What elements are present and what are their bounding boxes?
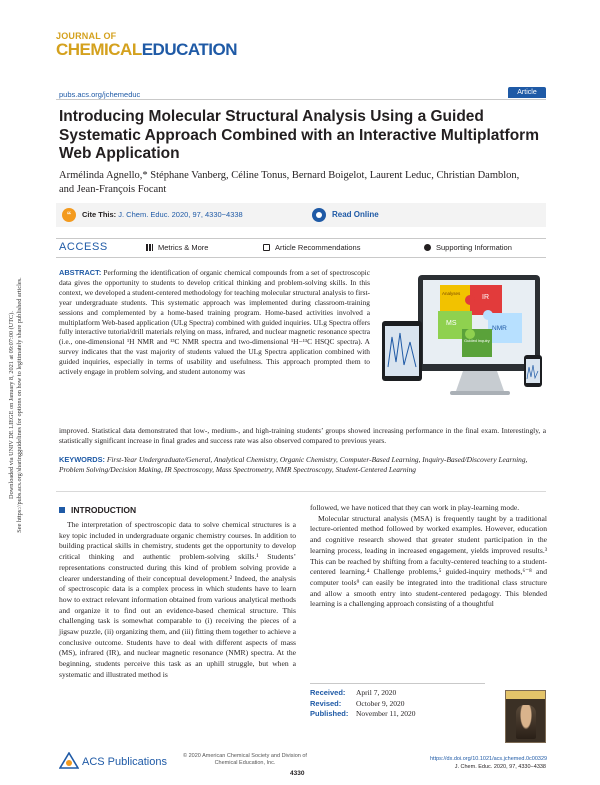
download-notice	[4, 250, 34, 560]
cite-text[interactable]	[82, 210, 243, 219]
intro-paragraph-continued: followed, we have noticed that they can work in play-learning mode.	[310, 503, 520, 512]
author-list: Armélinda Agnello,* Stéphane Vanberg, Céline Tonus, Bernard Boigelot, Laurent Leduc, Christian Damblon, and Jean-François Focant	[59, 170, 520, 195]
cite-label: Cite This:	[82, 210, 117, 219]
abstract-label: ABSTRACT:	[59, 268, 102, 277]
toc-graphic	[378, 267, 546, 417]
access-label: ACCESS	[59, 241, 108, 253]
intro-paragraph-2: Molecular structural analysis (MSA) is frequently taught by a traditional lecture-oriented method followed by worked examples. However, education and cognitive research showed that greater student participation in the learning process, leading in increased engagement, yields improved results.³ This can be reached by shifting from a faculty-centered teaching to a student-centered learning.⁴ Challenge problems,⁵ guided-inquiry methods,⁶⁻⁸ and computer tools⁹ can easily be integrated into the traditional class structure and allow a smooth entry into student-centered pedagogy. This blended learning is a challenging approach consisting of a thoughtful	[310, 513, 547, 609]
journal-cover-thumbnail[interactable]	[505, 690, 546, 743]
history-key: Published:	[310, 709, 349, 718]
read-online-link[interactable]: Read Online	[332, 210, 379, 219]
metrics-link[interactable]	[146, 243, 208, 252]
article-type-badge: Article	[508, 87, 546, 98]
footer-citation: J. Chem. Educ. 2020, 97, 4330−4338	[454, 763, 546, 770]
abstract-text-part2: improved. Statistical data demonstrated that low-, medium-, and high-training students’ groups showed increasing performance in the final exam. Interestingly, a statistically significant increase in final grades and success rate was also observed compared to previous years.	[59, 426, 546, 445]
journal-site-link[interactable]: pubs.acs.org/jchemeduc	[59, 90, 141, 99]
article-title: Introducing Molecular Structural Analysis Using a Guided Systematic Approach Combined with an Interactive Multiplatform Web Application	[59, 108, 540, 162]
download-notice-line2: See https://pubs.acs.org/sharingguidelines for options on how to legitimately share published articles.	[16, 277, 23, 533]
keywords	[59, 455, 546, 475]
doi-link[interactable]: https://dx.doi.org/10.1021/acs.jchemed.0c00329	[430, 756, 548, 762]
acs-logo-icon	[59, 752, 79, 770]
info-icon	[424, 244, 431, 251]
history-divider	[310, 683, 485, 684]
doi-block	[430, 756, 546, 771]
history-value: November 11, 2020	[356, 709, 416, 718]
label-analyses: Analyses	[442, 291, 461, 296]
history-received	[310, 688, 500, 699]
history-key: Revised:	[310, 698, 342, 708]
body-column-left	[59, 520, 296, 681]
intro-paragraph-1: The interpretation of spectroscopic data to solve chemical structures is a key topic included in undergraduate organic chemistry courses. In addition to building practical skills in chemistry, students get the opportunity to develop critical thinking and authentic problem-solving skills.¹ Students’ representations constructed during this kind of problem solving provide a clearer understanding of their conceptual development.² Indeed, the analysis of spectroscopic data is a complex process in which students have to learn how to extract relevant information obtained from various analytical methods and organize it to find out an evidence-based chemical structure. This challenging task is somewhat comparable to (i) receiving the pieces of a jigsaw puzzle, (ii) organizing them, and (iii) fitting them together to achieve a conclusive outcome. Students have to deal with different aspects of mass (MS), infrared (IR), and nuclear magnetic resonance (NMR) spectra. At the beginning, students perceive this task as an uphill struggle, but when a systematic and illustrated method is	[59, 520, 296, 679]
logo-chemical: CHEMICAL	[56, 40, 142, 59]
history-key: Received:	[310, 688, 346, 697]
keywords-label: KEYWORDS:	[59, 455, 105, 464]
abstract-body	[59, 268, 370, 377]
section-square-icon	[59, 507, 65, 513]
metrics-label: Metrics & More	[158, 243, 209, 252]
label-guided: Guided inquiry	[464, 338, 490, 343]
journal-logo[interactable]	[56, 32, 237, 59]
label-ir: IR	[482, 294, 489, 301]
section-divider	[56, 491, 546, 492]
acs-publications-logo[interactable]: ACS Publications	[82, 756, 167, 768]
cite-reference[interactable]: J. Chem. Educ. 2020, 97, 4330−4338	[118, 210, 243, 219]
bar-chart-icon	[146, 244, 153, 251]
recommendations-label: Article Recommendations	[275, 243, 361, 252]
supporting-info-label: Supporting Information	[436, 243, 512, 252]
history-value: October 9, 2020	[356, 698, 405, 708]
document-icon	[263, 244, 270, 251]
download-notice-line1: Downloaded via UNIV DE LIEGE on January 8, 2021 at 09:07:00 (UTC).	[8, 311, 15, 499]
read-online-icon[interactable]	[312, 208, 326, 222]
cite-icon[interactable]: “	[62, 208, 76, 222]
logo-education: EDUCATION	[141, 40, 238, 59]
body-column-right	[310, 503, 547, 610]
copyright-notice: © 2020 American Chemical Society and Division of Chemical Education, Inc.	[183, 753, 307, 766]
keywords-text: First-Year Undergraduate/General, Analytical Chemistry, Organic Chemistry, Computer-Based Learning, Inquiry-Based/Discovery Learning, Problem Solving/Decision Making, IR Spectroscopy, Mass Spectrometry, NMR Spectroscopy, Student-Centered Learning	[59, 455, 528, 474]
article-history	[310, 688, 500, 720]
introduction-heading	[59, 505, 136, 515]
recommendations-link[interactable]	[263, 243, 360, 252]
introduction-heading-text: INTRODUCTION	[71, 505, 137, 515]
label-nmr: NMR	[492, 325, 507, 332]
history-value: April 7, 2020	[356, 688, 397, 697]
history-revised	[310, 699, 500, 710]
history-published	[310, 709, 500, 720]
logo-line1: JOURNAL OF	[56, 31, 117, 41]
header-divider	[56, 99, 546, 100]
abstract-text-part1: Performing the identification of organic chemical compounds from a set of spectroscopic data gives the opportunity to students to develop critical thinking and problem-solving skills. In this context, we developed a student-centered methodology for teaching molecular structural analysis to first-year undergraduate students. This systematic approach was implemented during classroom-training sessions and complemented by a home-based training program. Home-based activities involved a multiplatform Web-based application (ULg Spectra) combined with guided inquiries. ULg Spectra offers fully interactive tutorial/drill materials relying on mass, infrared, and nuclear magnetic resonance spectra (i.e., one-dimensional ¹H NMR and ¹³C NMR spectra and two-dimensional ¹H−¹³C HSQC spectra). A survey indicates that the vast majority of students valued the ULg Spectra application combined with guided inquiries, especially in terms of usability and usefulness. This approach prompted them to actively engage in problem solving, and student autonomy was	[59, 268, 370, 377]
label-ms: MS	[446, 320, 457, 327]
page-number: 4330	[290, 770, 305, 777]
supporting-info-link[interactable]	[424, 243, 512, 252]
